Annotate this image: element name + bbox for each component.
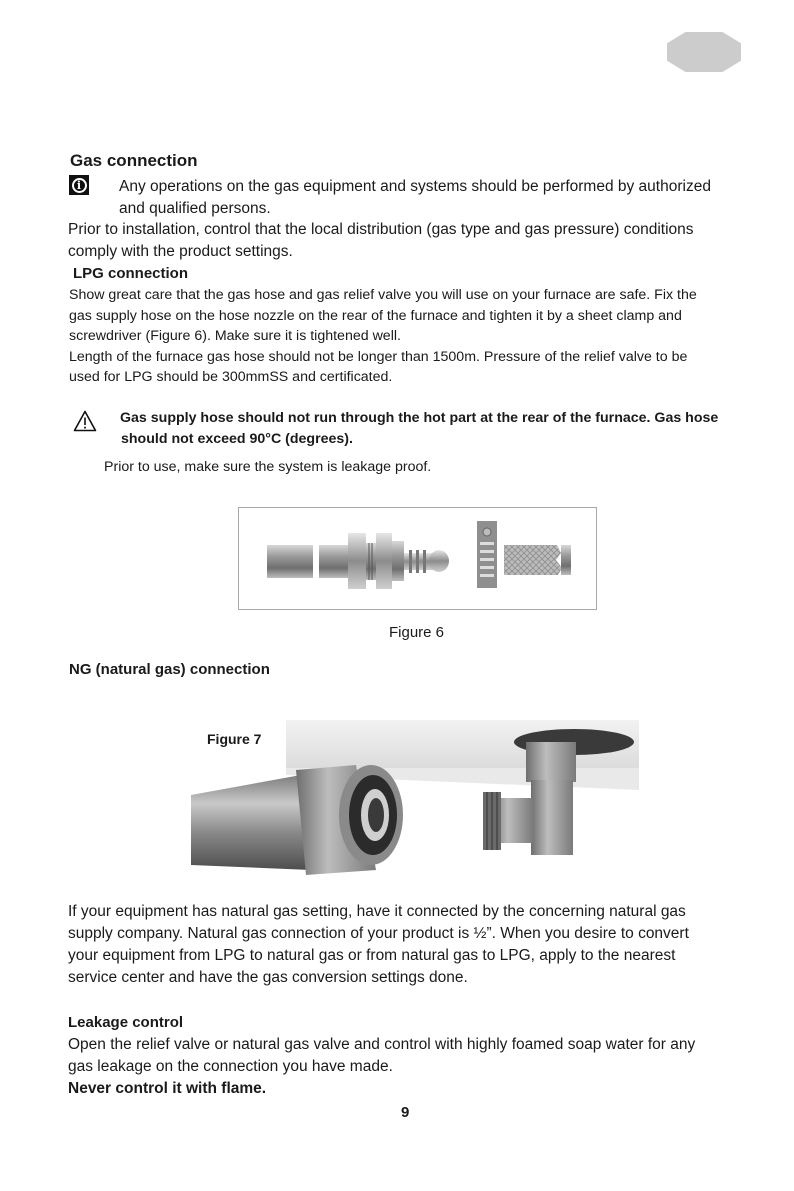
paragraph-line: Show great care that the gas hose and gas relief valve you will use on your furnace are safe. Fix the xyxy=(69,287,697,303)
figure-6-caption: Figure 6 xyxy=(389,624,445,641)
paragraph-line: used for LPG should be 300mmSS and certificated. xyxy=(69,369,393,385)
paragraph-line: screwdriver (Figure 6). Make sure it is tightened well. xyxy=(69,328,401,344)
section-title-leakage: Leakage control xyxy=(68,1014,184,1031)
figure-7-image xyxy=(191,720,639,880)
page-number: 9 xyxy=(401,1104,410,1121)
figure-7-label: Figure 7 xyxy=(207,731,262,747)
info-note-line: and qualified persons. xyxy=(119,200,271,217)
paragraph-line: gas supply hose on the hose nozzle on the rear of the furnace and tighten it by a sheet clamp and xyxy=(69,307,682,324)
prior-use-text: Prior to use, make sure the system is leakage proof. xyxy=(104,459,432,475)
info-note-line: Any operations on the gas equipment and systems should be performed by authorized xyxy=(119,178,711,195)
section-title-gas-connection: Gas connection xyxy=(70,151,198,170)
info-note xyxy=(119,176,711,220)
ng-paragraph xyxy=(68,901,689,989)
leakage-paragraph xyxy=(68,1034,695,1100)
warning-note xyxy=(120,408,718,450)
paragraph-line: your equipment from LPG to natural gas or from natural gas to LPG, apply to the nearest xyxy=(68,947,676,964)
lpg-paragraph xyxy=(69,285,697,388)
paragraph-line: If your equipment has natural gas setting, have it connected by the concerning natural gas xyxy=(68,903,686,920)
warning-icon xyxy=(73,410,97,432)
paragraph-line: service center and have the gas conversion settings done. xyxy=(68,969,468,986)
warning-line: Gas supply hose should not run through the hot part at the rear of the furnace. Gas hose xyxy=(120,410,719,426)
paragraph-line: supply company. Natural gas connection of your product is ½”. When you desire to convert xyxy=(68,925,689,942)
section-title-lpg: LPG connection xyxy=(73,265,189,282)
paragraph-line: gas leakage on the connection you have made. xyxy=(68,1058,393,1075)
paragraph-line: Open the relief valve or natural gas valve and control with highly foamed soap water for any xyxy=(68,1036,696,1053)
leakage-warning: Never control it with flame. xyxy=(68,1080,267,1097)
paragraph-line: Prior to installation, control that the local distribution (gas type and gas pressure) conditions xyxy=(68,221,694,238)
page-tab-marker xyxy=(667,32,741,72)
paragraph-line: comply with the product settings. xyxy=(68,243,293,260)
section-title-ng: NG (natural gas) connection xyxy=(69,661,270,678)
figure-6-image xyxy=(238,507,597,610)
hose-nozzle-illustration xyxy=(239,508,595,608)
paragraph-line: Length of the furnace gas hose should not be longer than 1500m. Pressure of the relief valve to be xyxy=(69,348,688,365)
info-icon: i xyxy=(69,175,89,195)
prior-installation-text xyxy=(68,219,694,263)
warning-line: should not exceed 90°C (degrees). xyxy=(121,431,353,447)
